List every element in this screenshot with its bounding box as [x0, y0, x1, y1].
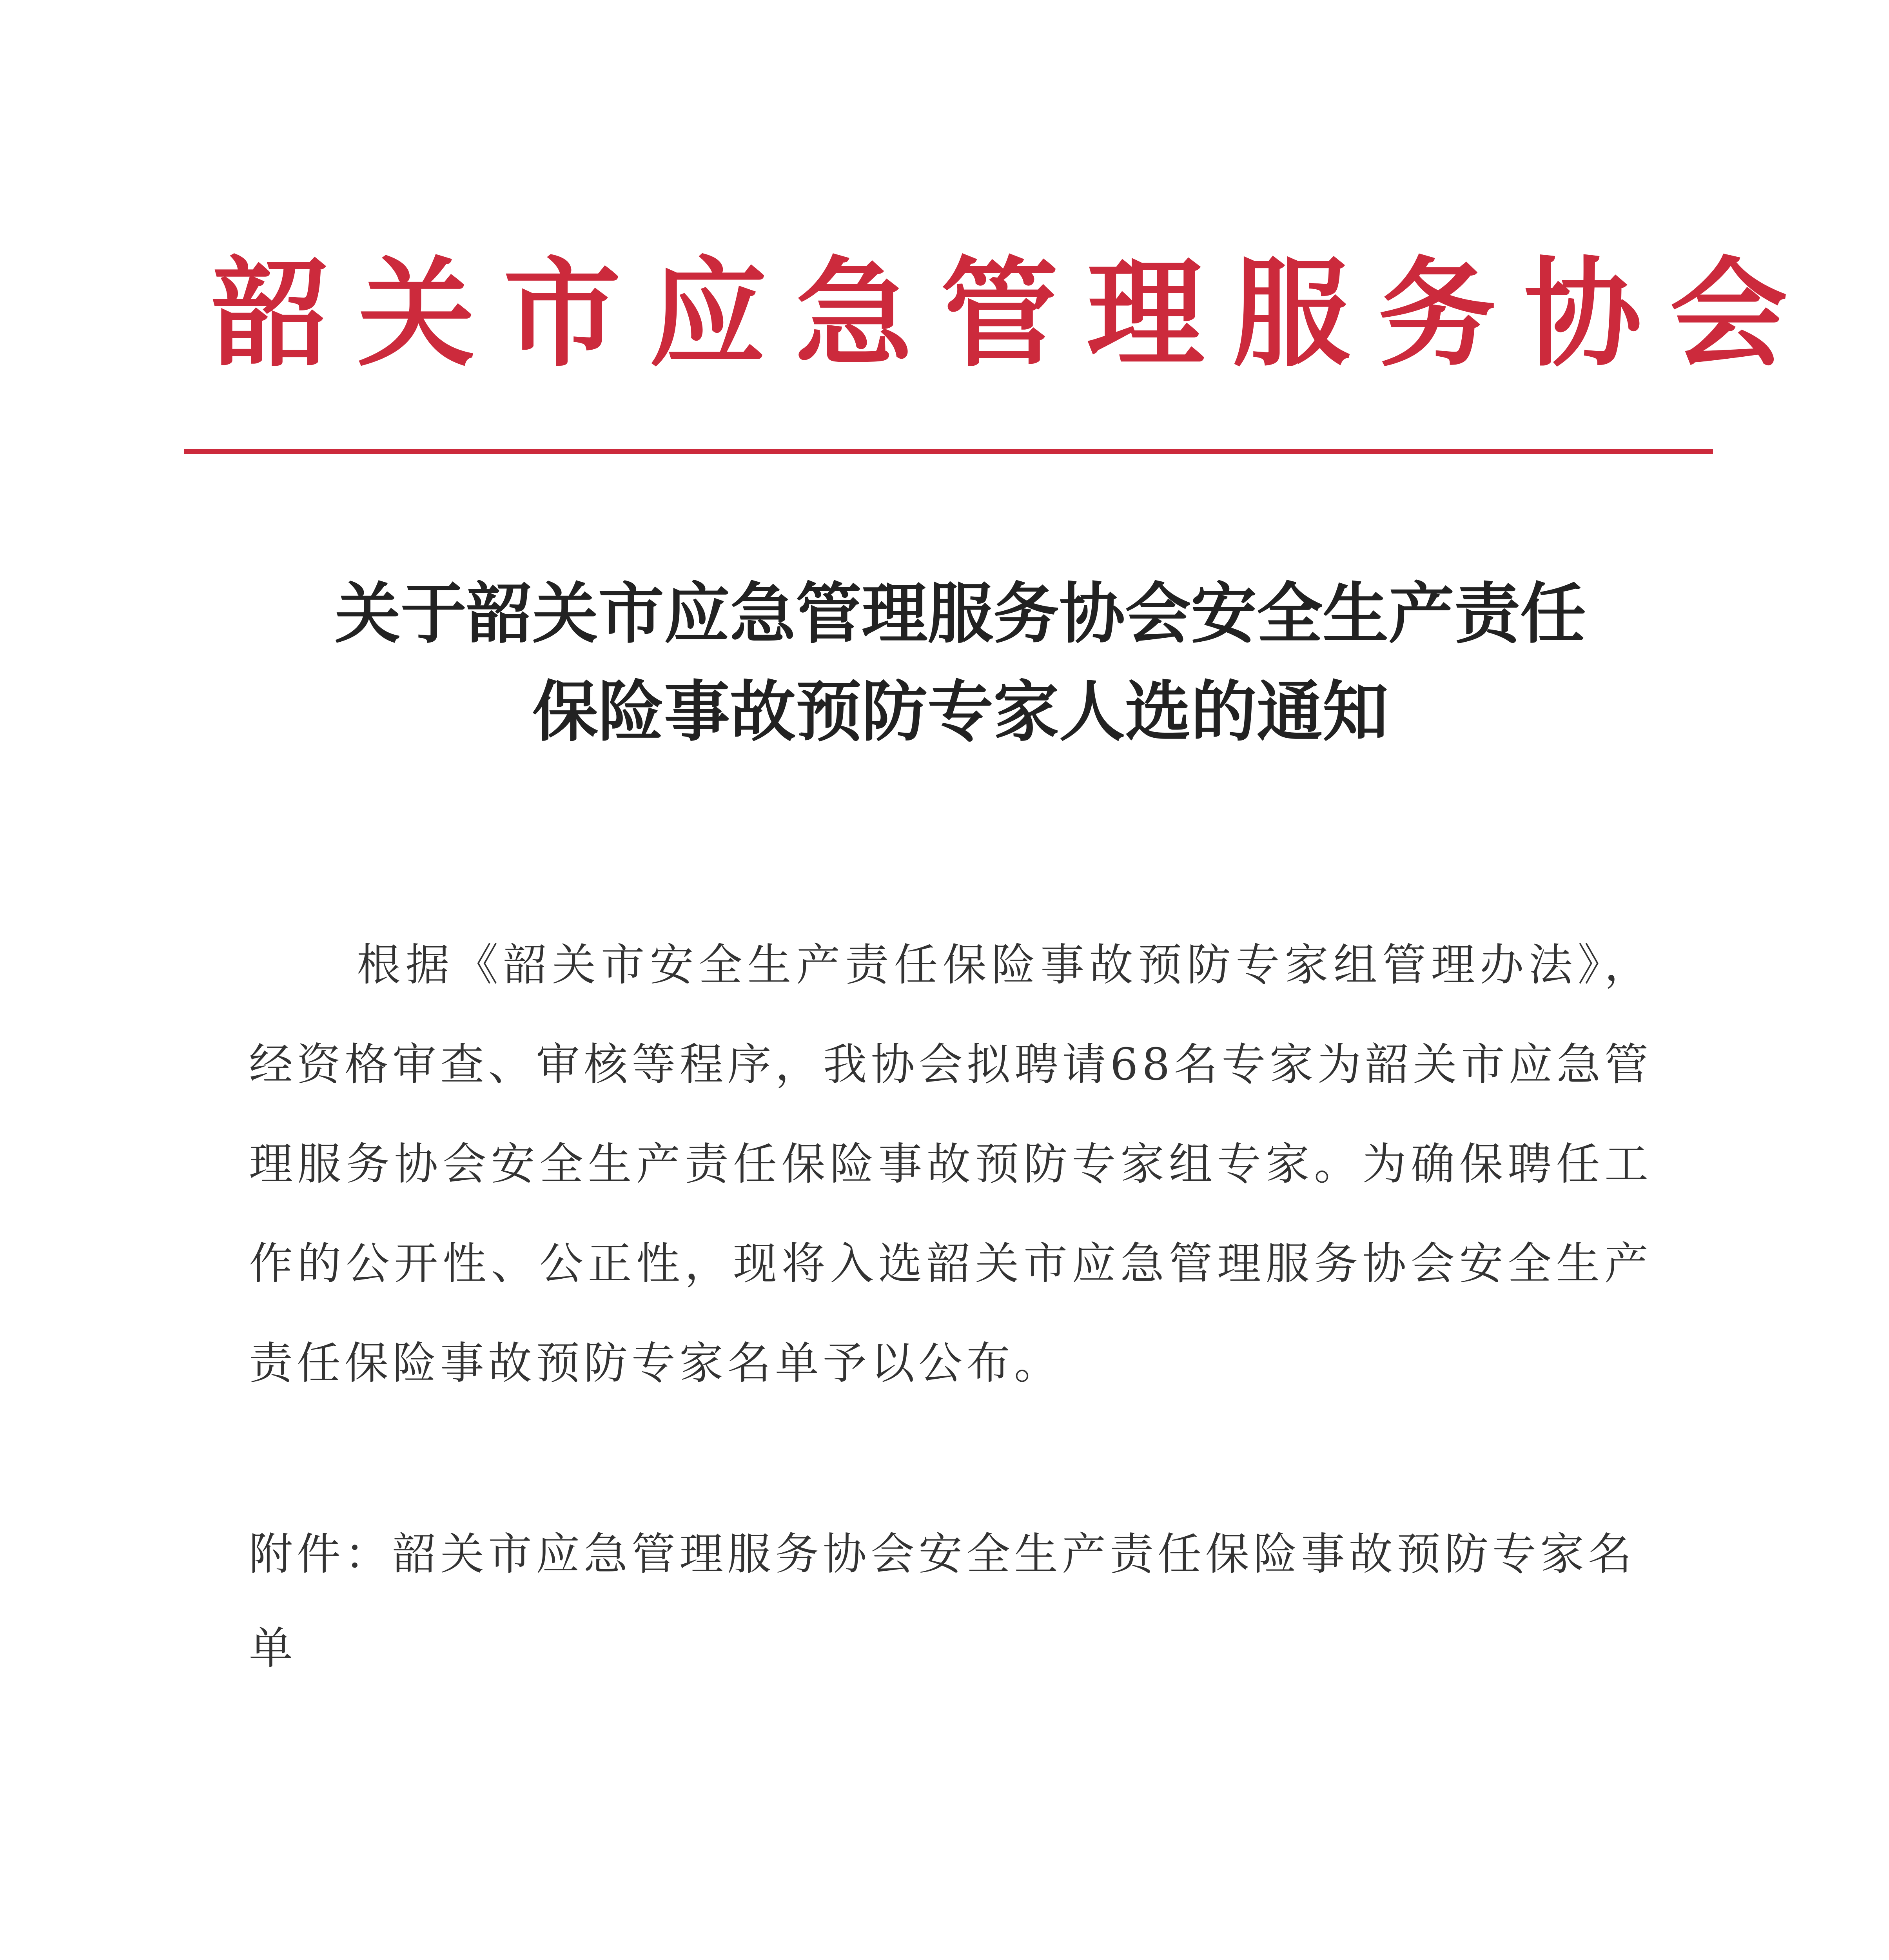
body-paragraph: 根据《韶关市安全生产责任保险事故预防专家组管理办法》，经资格审查、审核等程序，我协会拟聘请68名专家为韶关市应急管理服务协会安全生产责任保险事故预防专家组专家。为确保聘任工作的公开性、公正性，现将入选韶关市应急管理服务协会安全生产责任保险事故预防专家名单予以公布。	[249, 940, 1652, 1389]
attachment-line: 附件：韶关市应急管理服务协会安全生产责任保险事故预防专家名单	[249, 1529, 1636, 1674]
title-line-2: 保险事故预防专家人选的通知	[532, 673, 1388, 750]
notice-title	[204, 564, 1717, 760]
letterhead-divider	[184, 449, 1713, 454]
title-line-1: 关于韶关市应急管理服务协会安全生产责任	[335, 575, 1586, 652]
letterhead-org-name: 韶关市应急管理服务协会	[212, 244, 1816, 383]
